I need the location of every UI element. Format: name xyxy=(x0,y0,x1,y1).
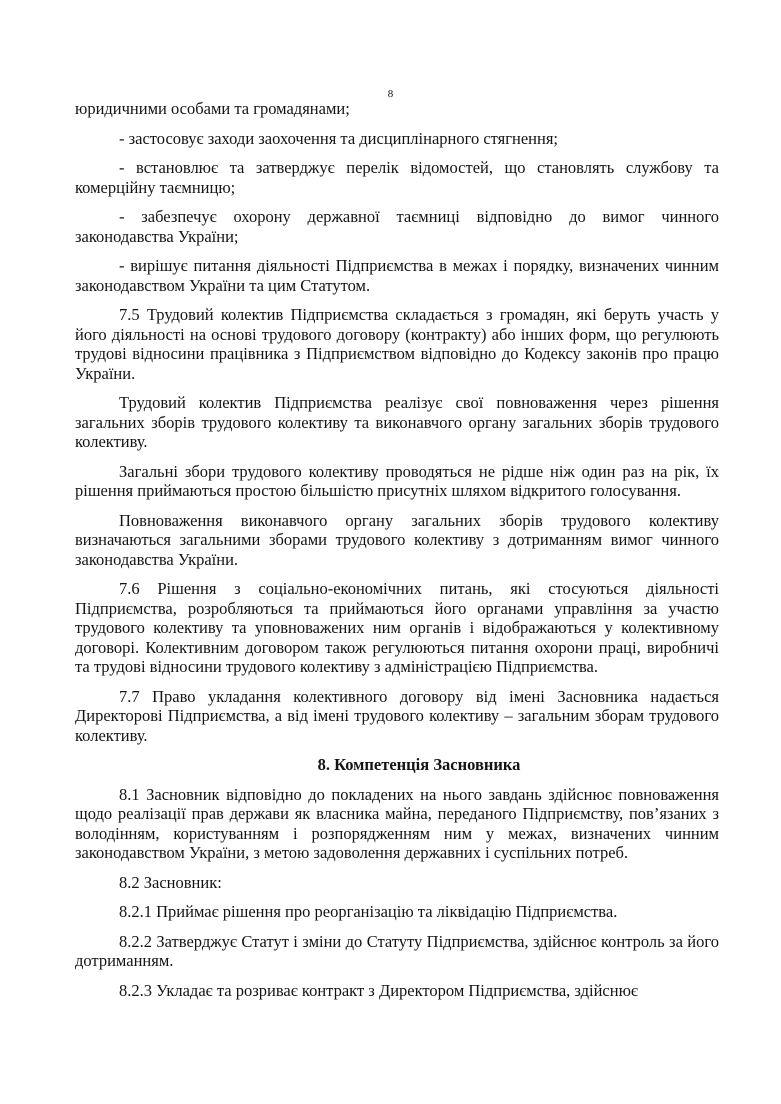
clause-8-2-1: 8.2.1 Приймає рішення про реорганізацію та ліквідацію Підприємства. xyxy=(119,902,618,921)
paragraph: юридичними особами та громадянами; xyxy=(75,99,350,118)
clause-8-2: 8.2 Засновник: xyxy=(119,872,222,892)
paragraph: Загальні збори трудового колективу проводяться не рідше ніж один раз на рік, їх рішення приймаються простою більшістю присутніх шляхом відкритого голосування. xyxy=(75,461,719,500)
clause-8-1: 8.1 Засновник відповідно до покладених на нього завдань здійснює повноваження щодо реалізації прав держави як власника майна, переданого Підприємству, пов’язаних з володінням, користуванням і розпорядженням ним у межах, визначених чинним законодавством України, з метою задоволення державних і суспільних потреб. xyxy=(75,784,719,862)
page-number: 8 xyxy=(387,88,394,100)
list-item: - забезпечує охорону державної таємниці відповідно до вимог чинного законодавства України; xyxy=(75,207,719,246)
paragraph: Трудовий колектив Підприємства реалізує свої повноваження через рішення загальних зборів трудового колективу та виконавчого органу загальних зборів трудового колективу. xyxy=(75,393,719,451)
document-body xyxy=(75,99,719,1010)
paragraph: Повноваження виконавчого органу загальних зборів трудового колективу визначаються загальними зборами трудового колективу з дотриманням вимог чинного законодавства України. xyxy=(75,510,719,569)
list-item: - застосовує заходи заохочення та дисциплінарного стягнення; xyxy=(119,128,558,148)
clause-8-2-2: 8.2.2 Затверджує Статут і зміни до Статуту Підприємства, здійснює контроль за його дотриманням. xyxy=(75,931,719,970)
section-heading: 8. Компетенція Засновника xyxy=(317,755,521,774)
list-item: - вирішує питання діяльності Підприємства в межах і порядку, визначених чинним законодавством України та цим Статутом. xyxy=(75,256,719,295)
clause-7-6: 7.6 Рішення з соціально-економічних питань, які стосуються діяльності Підприємства, розробляються та приймаються його органами управління за участю трудового колективу та уповноважених ним органів і відображаються у колективному договорі. Колективним договором також регулюються питання охорони праці, виробничі та трудові відносини трудового колективу з адміністрацією Підприємства. xyxy=(75,579,719,676)
clause-7-7: 7.7 Право укладання колективного договору від імені Засновника надається Директорові Підприємства, а від імені трудового колективу – загальним зборам трудового колективу. xyxy=(75,686,719,745)
clause-7-5: 7.5 Трудовий колектив Підприємства складається з громадян, які беруть участь у його діяльності на основі трудового договору (контракту) або інших форм, що регулюють трудові відносини працівника з Підприємством відповідно до Кодексу законів про працю України. xyxy=(75,305,719,383)
clause-8-2-3: 8.2.3 Укладає та розриває контракт з Директором Підприємства, здійснює xyxy=(119,980,638,1000)
list-item: - встановлює та затверджує перелік відомостей, що становлять службову та комерційну таємницю; xyxy=(75,158,719,197)
